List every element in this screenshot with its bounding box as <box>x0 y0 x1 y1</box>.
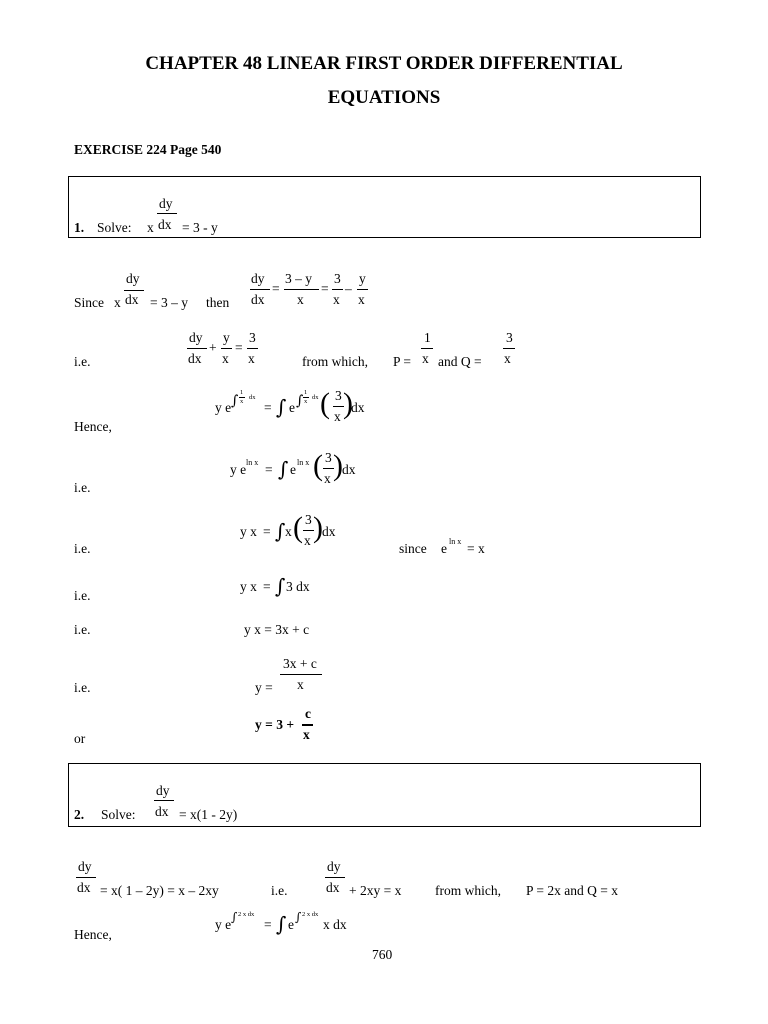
since-rhs: = 3 – y <box>150 295 188 310</box>
s2-eq1: = x( 1 – 2y) = x – 2xy <box>100 883 219 898</box>
then-den-x3: x <box>358 292 365 307</box>
dx-label: dx <box>351 400 365 415</box>
problem-2-box <box>68 763 701 827</box>
chapter-title-line2: EQUATIONS <box>327 87 441 108</box>
right-paren: ) <box>313 511 323 544</box>
problem-1-solve-label: Solve: <box>97 220 132 235</box>
problem-1-box <box>68 176 701 238</box>
frac-den-x: x <box>297 677 304 692</box>
problem-2-solve-label: Solve: <box>101 807 136 822</box>
fraction-bar <box>247 348 258 349</box>
then-den-x: x <box>297 292 304 307</box>
integral-sign: ∫ <box>296 393 304 409</box>
equals-sign: = <box>235 340 243 355</box>
p-den: x <box>422 351 429 366</box>
problem-1-rhs: = 3 - y <box>182 220 218 235</box>
x-factor: x <box>285 524 292 539</box>
q-den: x <box>504 351 511 366</box>
frac-den-x: x <box>304 533 311 548</box>
e-base: e <box>288 917 294 932</box>
e-base: e <box>441 541 447 556</box>
three-dx: 3 dx <box>286 579 310 594</box>
left-paren: ( <box>320 387 330 420</box>
final-den-x: x <box>303 727 310 742</box>
fraction-bar <box>157 213 177 214</box>
left-paren: ( <box>313 449 323 482</box>
s2-dy: dy <box>78 859 92 874</box>
chapter-title-line1: CHAPTER 48 LINEAR FIRST ORDER DIFFERENTIAL <box>145 53 623 74</box>
and-q-equals: and Q = <box>438 354 482 369</box>
exp-den-x: x <box>304 398 308 405</box>
frac-num-3: 3 <box>335 388 342 403</box>
fraction-bar <box>124 290 144 291</box>
then-label: then <box>206 295 230 310</box>
equals-sign: = <box>265 462 273 477</box>
ie-den-x2: x <box>248 351 255 366</box>
yx-lhs: y x <box>240 579 257 594</box>
frac-num-3: 3 <box>305 512 312 527</box>
fraction-bar <box>332 289 343 290</box>
s2-plus2xy: + 2xy = x <box>349 883 402 898</box>
since-dx: dx <box>125 292 139 307</box>
since-x: x <box>114 295 121 310</box>
ie-num-3: 3 <box>249 330 256 345</box>
frac-den-x: x <box>324 471 331 486</box>
problem-2-rhs: = x(1 - 2y) <box>179 807 238 822</box>
exp-ln-x: ln x <box>246 458 259 467</box>
integral-sign: ∫ <box>276 912 287 936</box>
exercise-heading: EXERCISE 224 Page 540 <box>74 142 222 157</box>
then-num-3my: 3 – y <box>285 271 312 286</box>
problem-1-numerator: dy <box>159 196 173 211</box>
exp-den-x: x <box>240 398 244 405</box>
left-paren: ( <box>293 511 303 544</box>
frac-den-x: x <box>334 409 341 424</box>
q-num: 3 <box>506 330 513 345</box>
problem-2-number: 2. <box>74 807 85 822</box>
ye: y e <box>215 400 232 415</box>
integral-sign: ∫ <box>231 393 239 409</box>
exp-dx: dx <box>312 394 319 401</box>
page-number: 760 <box>372 947 393 962</box>
final-answer-lhs: y = 3 + <box>255 717 295 732</box>
ie-label: i.e. <box>74 354 91 369</box>
problem-1-number: 1. <box>74 220 85 235</box>
integral-sign: ∫ <box>231 910 238 924</box>
s2-pq: P = 2x and Q = x <box>526 883 618 898</box>
from-which-label: from which, <box>302 354 368 369</box>
integral-sign: ∫ <box>276 395 287 419</box>
equals-sign: = <box>264 400 272 415</box>
dx-label: dx <box>342 462 356 477</box>
final-num-c: c <box>305 706 311 721</box>
y-equals: y = <box>255 680 273 695</box>
exp-num-1: 1 <box>240 389 244 396</box>
ie-dx: dx <box>188 351 202 366</box>
fraction-bar <box>325 877 345 878</box>
since-label: Since <box>74 295 104 310</box>
equals-sign: = <box>263 524 271 539</box>
s2-hence-label: Hence, <box>74 927 112 942</box>
frac-num-3xc: 3x + c <box>283 656 317 671</box>
fraction-bar <box>221 348 232 349</box>
then-num-3: 3 <box>334 271 341 286</box>
ie-num-y: y <box>223 330 230 345</box>
fraction-bar <box>280 674 322 675</box>
fraction-bar <box>187 348 207 349</box>
hence-label: Hence, <box>74 419 112 434</box>
s2-xdx: x dx <box>323 917 347 932</box>
or-label: or <box>74 731 86 746</box>
fraction-bar <box>357 289 368 290</box>
ie-label: i.e. <box>74 588 91 603</box>
equals-sign: = <box>272 281 280 296</box>
fraction-bar <box>503 348 515 349</box>
s2-dy2: dy <box>327 859 341 874</box>
yx-result: y x = 3x + c <box>244 622 310 637</box>
integral-sign: ∫ <box>275 574 286 598</box>
fraction-bar <box>250 289 270 290</box>
problem-2-numerator: dy <box>156 783 170 798</box>
dx-label: dx <box>322 524 336 539</box>
fraction-bar <box>302 724 313 726</box>
exp-ln-x: ln x <box>297 458 310 467</box>
then-den-x2: x <box>333 292 340 307</box>
since-lower-label: since <box>399 541 427 556</box>
plus-sign: + <box>209 340 217 355</box>
ie-dy: dy <box>189 330 203 345</box>
equals-x: = x <box>467 541 485 556</box>
problem-1-x: x <box>147 220 154 235</box>
s2-from-which: from which, <box>435 883 501 898</box>
fraction-bar <box>421 348 433 349</box>
ie-label: i.e. <box>74 480 91 495</box>
problem-2-denominator: dx <box>155 804 169 819</box>
exp-num-1: 1 <box>304 389 308 396</box>
ie-label: i.e. <box>74 622 91 637</box>
exp-dx: dx <box>249 394 256 401</box>
e-base: e <box>289 400 295 415</box>
fraction-bar <box>154 800 174 801</box>
ie-label: i.e. <box>74 680 91 695</box>
fraction-bar <box>76 877 96 878</box>
ye: y e <box>230 462 247 477</box>
s2-dx2: dx <box>326 880 340 895</box>
exp-2xdx: 2 x dx <box>302 911 319 918</box>
s2-dx: dx <box>77 880 91 895</box>
s2-ye: y e <box>215 917 232 932</box>
equals-sign: = <box>321 281 329 296</box>
integral-sign: ∫ <box>275 519 286 543</box>
fraction-bar <box>284 289 319 290</box>
p-equals: P = <box>393 354 411 369</box>
ie-den-x: x <box>222 351 229 366</box>
since-dy: dy <box>126 271 140 286</box>
yx-lhs: y x <box>240 524 257 539</box>
exp-2xdx: 2 x dx <box>238 911 255 918</box>
frac-num-3: 3 <box>325 450 332 465</box>
right-paren: ) <box>343 387 353 420</box>
problem-1-denominator: dx <box>158 217 172 232</box>
integral-sign: ∫ <box>295 910 302 924</box>
then-dx: dx <box>251 292 265 307</box>
equals-sign: = <box>263 579 271 594</box>
ie-label: i.e. <box>74 541 91 556</box>
p-num: 1 <box>424 330 431 345</box>
then-num-y: y <box>359 271 366 286</box>
s2-ie-label: i.e. <box>271 883 288 898</box>
exp-ln-x: ln x <box>449 537 462 546</box>
right-paren: ) <box>333 449 343 482</box>
minus-sign: – <box>345 281 352 296</box>
equals-sign: = <box>264 917 272 932</box>
then-dy: dy <box>251 271 265 286</box>
integral-sign: ∫ <box>278 457 289 481</box>
e-base: e <box>290 462 296 477</box>
